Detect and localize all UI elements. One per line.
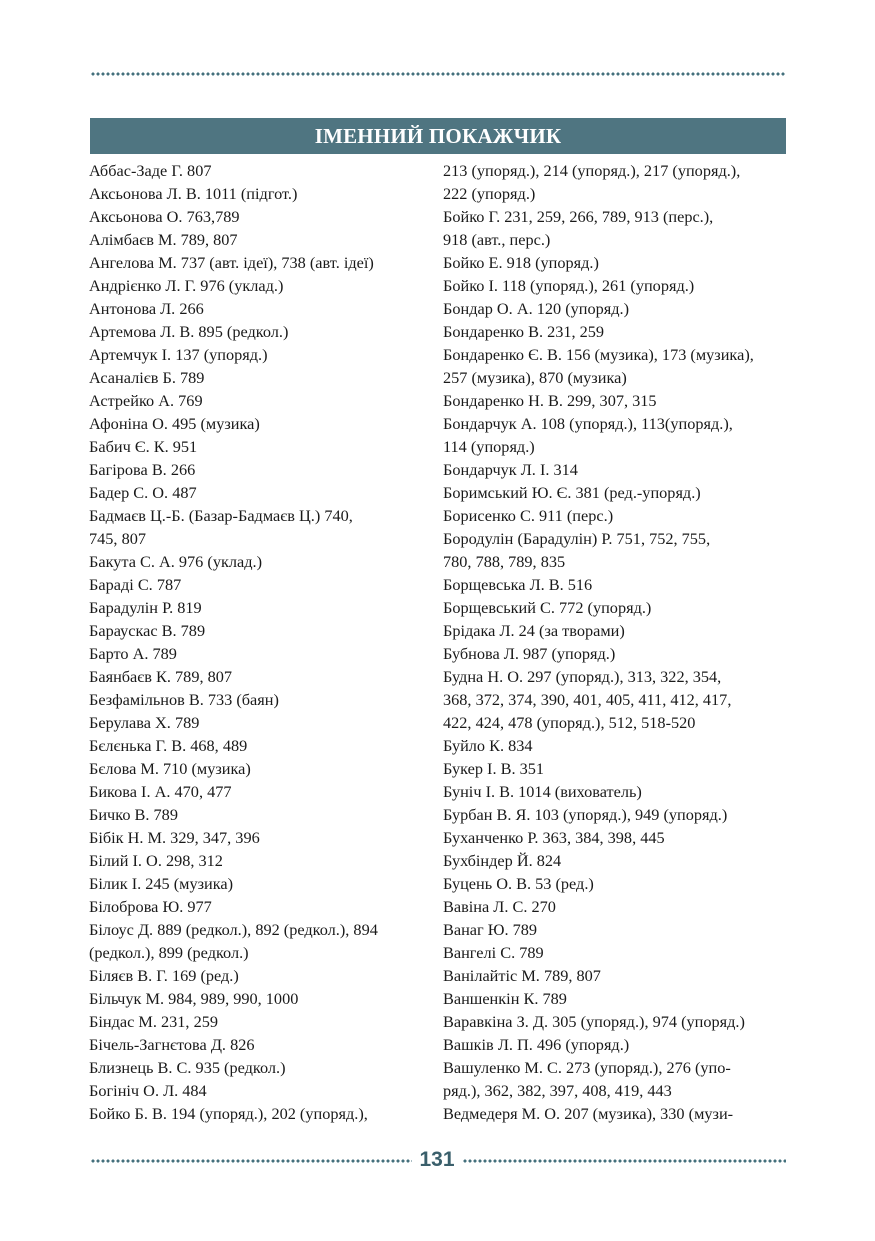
index-entry (443, 1056, 788, 1102)
index-entry-line: 745, 807 (89, 529, 146, 548)
index-entry-line: Бондарчук А. 108 (упоряд.), 113(упоряд.), (443, 414, 733, 433)
index-entry-line: Бадмаєв Ц.-Б. (Базар-Бадмаєв Ц.) 740, (89, 506, 353, 525)
index-entry-line: 222 (упоряд.) (443, 184, 536, 203)
index-entry-line: 257 (музика), 870 (музика) (443, 368, 627, 387)
index-entry-line: Берулава Х. 789 (89, 713, 200, 732)
index-entry (443, 941, 788, 964)
index-entry-line: Богініч О. Л. 484 (89, 1081, 207, 1100)
index-entry (89, 803, 425, 826)
index-entry-line: Барто А. 789 (89, 644, 177, 663)
index-entry-line: Бурбан В. Я. 103 (упоряд.), 949 (упоряд.) (443, 805, 728, 824)
index-entry (89, 619, 425, 642)
index-entry-line: Бойко Г. 231, 259, 266, 789, 913 (перс.), (443, 207, 714, 226)
index-entry-line: Буханченко Р. 363, 384, 398, 445 (443, 828, 665, 847)
index-entry (443, 573, 788, 596)
index-entry (443, 389, 788, 412)
index-entry (443, 642, 788, 665)
index-entry (443, 297, 788, 320)
index-entry-line: Ваншенкін К. 789 (443, 989, 567, 1008)
index-entry-line: Бойко Б. В. 194 (упоряд.), 202 (упоряд.), (89, 1104, 368, 1123)
index-entry-line: 114 (упоряд.) (443, 437, 535, 456)
index-entry (89, 389, 425, 412)
index-entry-line: Білоброва Ю. 977 (89, 897, 212, 916)
index-entry-line: Бухбіндер Й. 824 (443, 851, 562, 870)
index-entry-line: Білоус Д. 889 (редкол.), 892 (редкол.), 894 (89, 920, 378, 939)
index-entry-line: Афоніна О. 495 (музика) (89, 414, 260, 433)
index-entry-line: Борщевська Л. В. 516 (443, 575, 593, 594)
index-entry-line: Будна Н. О. 297 (упоряд.), 313, 322, 354, (443, 667, 722, 686)
index-entry-line: Вавіна Л. С. 270 (443, 897, 556, 916)
index-entry-line: Боримський Ю. Є. 381 (ред.-упоряд.) (443, 483, 701, 502)
index-entry (89, 642, 425, 665)
index-entry-line: Ангелова М. 737 (авт. ідеї), 738 (авт. ідеї) (89, 253, 374, 272)
index-entry (443, 918, 788, 941)
footer-ornament-right (462, 1158, 786, 1164)
index-entry-line: 213 (упоряд.), 214 (упоряд.), 217 (упоряд.), (443, 161, 741, 180)
index-entry (89, 182, 425, 205)
index-entry (443, 964, 788, 987)
index-entry (89, 573, 425, 596)
index-entry (89, 1056, 425, 1079)
index-entry-line: Аббас-Заде Г. 807 (89, 161, 212, 180)
index-entry-line: Артемова Л. В. 895 (редкол.) (89, 322, 289, 341)
index-entry-line: 368, 372, 374, 390, 401, 405, 411, 412, 417, (443, 690, 732, 709)
index-entry-line: ряд.), 362, 382, 397, 408, 419, 443 (443, 1081, 672, 1100)
index-entry-line: Алімбаєв М. 789, 807 (89, 230, 238, 249)
index-entry (89, 964, 425, 987)
index-entry-line: Білий І. О. 298, 312 (89, 851, 223, 870)
index-entry-line: Бондаренко В. 231, 259 (443, 322, 605, 341)
index-entry (89, 412, 425, 435)
index-entry (443, 665, 788, 734)
index-entry (89, 343, 425, 366)
index-entry (89, 297, 425, 320)
index-entry (89, 849, 425, 872)
index-entry (443, 872, 788, 895)
index-entry-line: Антонова Л. 266 (89, 299, 204, 318)
index-entry-line: Бічель-Загнєтова Д. 826 (89, 1035, 255, 1054)
index-entry-line: Бараді С. 787 (89, 575, 182, 594)
index-entry-line: Бакута С. А. 976 (уклад.) (89, 552, 262, 571)
index-entry (89, 711, 425, 734)
index-entry-line: Багірова В. 266 (89, 460, 196, 479)
index-entry-line: Бубнова Л. 987 (упоряд.) (443, 644, 616, 663)
index-entry-line: Бєлова М. 710 (музика) (89, 759, 251, 778)
index-entry-line: Буцень О. В. 53 (ред.) (443, 874, 594, 893)
index-entry (89, 1010, 425, 1033)
index-entry (89, 274, 425, 297)
top-ornament-line (90, 71, 786, 77)
index-entry (443, 205, 788, 251)
index-entry-line: Біндас М. 231, 259 (89, 1012, 218, 1031)
section-title: ІМЕННИЙ ПОКАЖЧИК (90, 118, 786, 154)
index-entry (443, 734, 788, 757)
index-entry (89, 918, 425, 964)
index-entry-line: Артемчук І. 137 (упоряд.) (89, 345, 268, 364)
index-entry (89, 504, 425, 550)
index-entry-line: Вашуленко М. С. 273 (упоряд.), 276 (упо- (443, 1058, 731, 1077)
index-column-right (443, 159, 788, 1125)
index-entry-line: Андрієнко Л. Г. 976 (уклад.) (89, 276, 284, 295)
index-entry-line: Астрейко А. 769 (89, 391, 203, 410)
index-entry-line: Буйло К. 834 (443, 736, 533, 755)
footer-ornament-left (90, 1158, 412, 1164)
index-entry (89, 1079, 425, 1102)
index-entry-line: Бондарчук Л. І. 314 (443, 460, 578, 479)
index-entry (443, 159, 788, 205)
index-entry-line: Бараускас В. 789 (89, 621, 206, 640)
index-entry (443, 987, 788, 1010)
index-entry-line: Бойко І. 118 (упоряд.), 261 (упоряд.) (443, 276, 695, 295)
index-entry (443, 596, 788, 619)
index-entry (443, 1102, 788, 1125)
index-entry (443, 780, 788, 803)
index-entry-line: Бойко Е. 918 (упоряд.) (443, 253, 599, 272)
index-entry-line: Буніч І. В. 1014 (вихователь) (443, 782, 642, 801)
index-entry (89, 895, 425, 918)
index-entry-line: Бикова І. А. 470, 477 (89, 782, 232, 801)
index-entry-line: Ванілайтіс М. 789, 807 (443, 966, 601, 985)
index-entry-line: Ведмедеря М. О. 207 (музика), 330 (музи- (443, 1104, 734, 1123)
index-entry (89, 205, 425, 228)
index-entry (443, 826, 788, 849)
index-entry (443, 1033, 788, 1056)
index-entry-line: 422, 424, 478 (упоряд.), 512, 518-520 (443, 713, 696, 732)
index-entry (89, 550, 425, 573)
index-entry (89, 665, 425, 688)
index-entry (443, 527, 788, 573)
index-entry-line: Бородулін (Барадулін) Р. 751, 752, 755, (443, 529, 711, 548)
index-entry (89, 366, 425, 389)
index-entry (89, 251, 425, 274)
index-entry-line: Бондар О. А. 120 (упоряд.) (443, 299, 630, 318)
index-entry (443, 251, 788, 274)
index-entry-line: Борисенко С. 911 (перс.) (443, 506, 614, 525)
index-entry-line: Бадер С. О. 487 (89, 483, 197, 502)
index-entry (443, 274, 788, 297)
index-column-left (89, 159, 425, 1125)
index-entry (443, 895, 788, 918)
index-entry (443, 458, 788, 481)
index-entry-line: Аксьонова О. 763,789 (89, 207, 240, 226)
index-entry (89, 159, 425, 182)
index-entry-line: Близнець В. С. 935 (редкол.) (89, 1058, 286, 1077)
index-entry (89, 228, 425, 251)
index-entry (89, 435, 425, 458)
index-entry-line: Бєлєнька Г. В. 468, 489 (89, 736, 248, 755)
index-entry (89, 780, 425, 803)
index-entry-line: (редкол.), 899 (редкол.) (89, 943, 249, 962)
index-entry (89, 596, 425, 619)
index-entry-line: Бондаренко Є. В. 156 (музика), 173 (музика), (443, 345, 754, 364)
index-entry (443, 849, 788, 872)
index-entry (443, 343, 788, 389)
index-entry-line: Білик І. 245 (музика) (89, 874, 234, 893)
page-number: 131 (419, 1148, 455, 1171)
index-entry (443, 619, 788, 642)
index-entry-line: 780, 788, 789, 835 (443, 552, 566, 571)
index-entry-line: Ванаг Ю. 789 (443, 920, 538, 939)
index-entry-line: Безфамільнов В. 733 (баян) (89, 690, 279, 709)
index-entry (443, 1010, 788, 1033)
index-entry-line: Вашків Л. П. 496 (упоряд.) (443, 1035, 630, 1054)
index-entry (89, 987, 425, 1010)
index-entry-line: Брідака Л. 24 (за творами) (443, 621, 625, 640)
index-entry (443, 803, 788, 826)
index-entry-line: Бібік Н. М. 329, 347, 396 (89, 828, 260, 847)
index-entry (443, 320, 788, 343)
index-entry-line: Вангелі С. 789 (443, 943, 544, 962)
index-entry-line: Борщевський С. 772 (упоряд.) (443, 598, 652, 617)
index-entry (443, 757, 788, 780)
index-entry-line: Букер І. В. 351 (443, 759, 545, 778)
index-entry (443, 412, 788, 458)
index-entry (89, 688, 425, 711)
index-entry-line: Бондаренко Н. В. 299, 307, 315 (443, 391, 657, 410)
index-entry (89, 826, 425, 849)
index-entry (89, 458, 425, 481)
index-entry-line: Біляєв В. Г. 169 (ред.) (89, 966, 239, 985)
index-entry-line: Баянбаєв К. 789, 807 (89, 667, 233, 686)
index-entry-line: Аксьонова Л. В. 1011 (підгот.) (89, 184, 298, 203)
index-entry (89, 320, 425, 343)
index-entry-line: Варавкіна З. Д. 305 (упоряд.), 974 (упоряд.) (443, 1012, 745, 1031)
index-entry (89, 757, 425, 780)
index-entry (89, 734, 425, 757)
index-entry-line: Більчук М. 984, 989, 990, 1000 (89, 989, 299, 1008)
index-entry-line: Бичко В. 789 (89, 805, 178, 824)
index-entry (443, 504, 788, 527)
index-entry (89, 1033, 425, 1056)
index-entry (443, 481, 788, 504)
index-entry-line: 918 (авт., перс.) (443, 230, 551, 249)
index-entry (89, 1102, 425, 1125)
index-entry (89, 872, 425, 895)
index-entry-line: Асаналієв Б. 789 (89, 368, 205, 387)
index-entry-line: Бабич Є. К. 951 (89, 437, 198, 456)
index-entry (89, 481, 425, 504)
index-entry-line: Барадулін Р. 819 (89, 598, 202, 617)
